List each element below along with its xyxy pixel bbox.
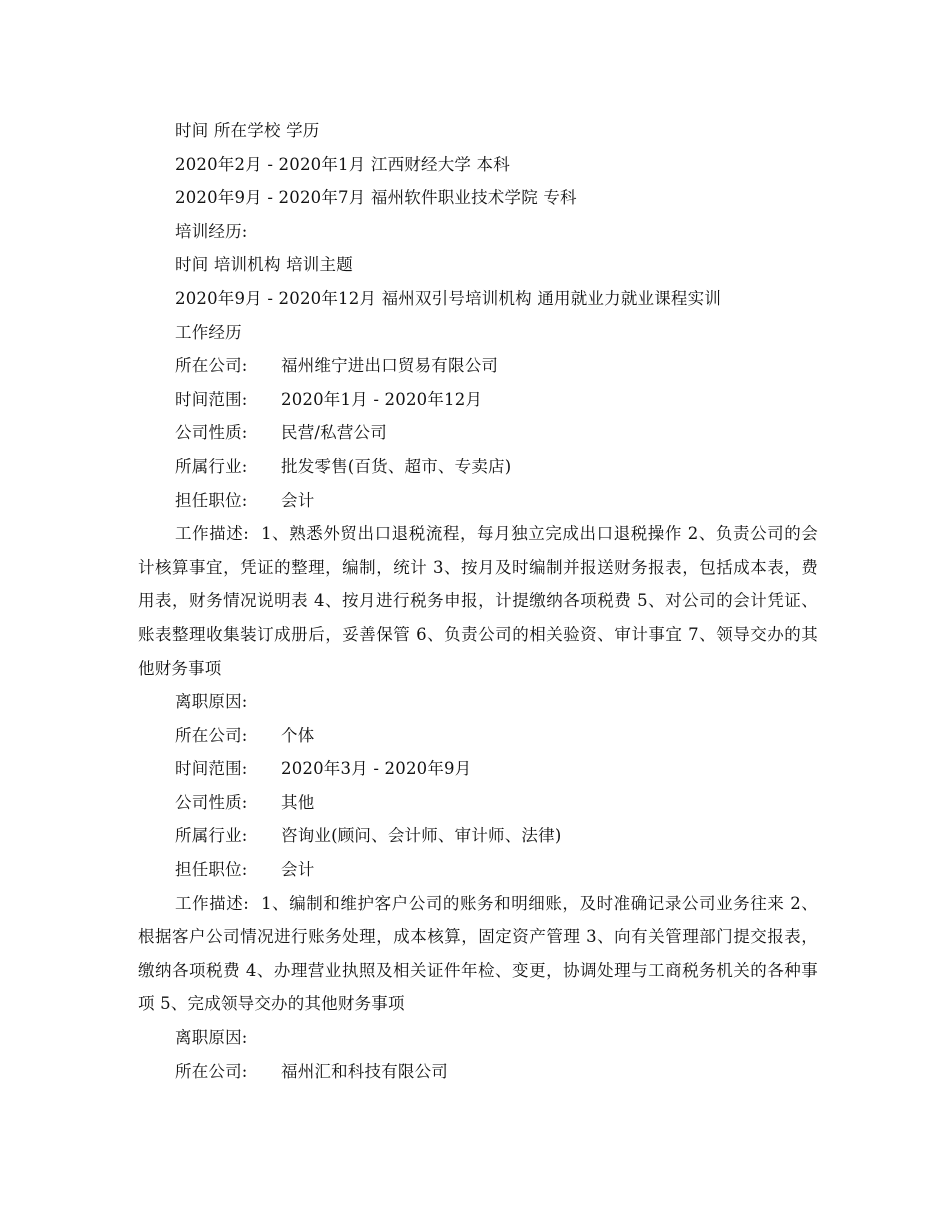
job-1-position	[138, 484, 818, 518]
position-value: 会计	[281, 490, 315, 510]
job-1-period	[138, 383, 818, 417]
position-label: 担任职位:	[175, 490, 248, 510]
company-label: 所在公司:	[175, 356, 248, 376]
company-value: 福州汇和科技有限公司	[281, 1061, 448, 1081]
job-2-industry	[138, 819, 818, 853]
nature-value: 其他	[281, 792, 315, 812]
education-header: 时间 所在学校 学历	[175, 121, 320, 140]
job-1-industry	[138, 450, 818, 484]
leave-reason-label: 离职原因:	[175, 692, 248, 712]
education-row: 2020年2月 - 2020年1月 江西财经大学 本科	[175, 154, 510, 174]
training-title: 培训经历:	[175, 221, 248, 241]
leave-reason-label: 离职原因:	[175, 1028, 248, 1048]
job-2-company	[138, 719, 818, 753]
job-1-company	[138, 349, 818, 383]
job-2-nature	[138, 786, 818, 820]
nature-label: 公司性质:	[175, 423, 248, 443]
position-value: 会计	[281, 860, 315, 880]
education-row: 2020年9月 - 2020年7月 福州软件职业技术学院 专科	[175, 188, 577, 208]
description-value: 1、熟悉外贸出口退税流程，每月独立完成出口退税操作 2、负责公司的会计核算事宜，凭证的整理，编制，统计 3、按月及时编制并报送财务报表，包括成本表，费用表，财务情况说明表 4、按月进行税务申报，计提缴纳各项税费 5、对公司的会计凭证、账表整理收集装订成册后，妥善保管 6、负责公司的相关验资、审计事宜 7、领导交办的其他财务事项	[138, 524, 818, 678]
company-label: 所在公司:	[175, 725, 248, 745]
job-2-description	[138, 887, 818, 1021]
job-1-description	[138, 517, 818, 685]
period-value: 2020年1月 - 2020年12月	[281, 389, 483, 409]
job-2-leave-reason	[138, 1021, 818, 1055]
company-value: 个体	[281, 725, 315, 745]
description-label: 工作描述:	[175, 524, 250, 544]
industry-value: 批发零售(百货、超市、专卖店)	[281, 456, 512, 476]
job-2-period	[138, 752, 818, 786]
nature-label: 公司性质:	[175, 792, 248, 812]
period-value: 2020年3月 - 2020年9月	[281, 759, 472, 779]
nature-value: 民营/私营公司	[281, 423, 387, 443]
industry-label: 所属行业:	[175, 456, 248, 476]
industry-value: 咨询业(顾问、会计师、审计师、法律)	[281, 826, 562, 846]
company-value: 福州维宁进出口贸易有限公司	[281, 356, 499, 376]
description-label: 工作描述:	[175, 893, 250, 913]
job-1-leave-reason	[138, 685, 818, 719]
description-value: 1、编制和维护客户公司的账务和明细账，及时准确记录公司业务往来 2、根据客户公司情况进行账务处理，成本核算，固定资产管理 3、向有关管理部门提交报表，缴纳各项税费 4、办理营业执照及相关证件年检、变更，协调处理与工商税务机关的各种事项 5、完成领导交办的其他财务事项	[138, 893, 818, 1014]
training-row: 2020年9月 - 2020年12月 福州双引号培训机构 通用就业力就业课程实训	[175, 288, 722, 308]
company-label: 所在公司:	[175, 1061, 248, 1081]
work-title: 工作经历	[175, 322, 242, 342]
period-label: 时间范围:	[175, 759, 248, 779]
position-label: 担任职位:	[175, 860, 248, 880]
job-3-company	[138, 1055, 818, 1089]
industry-label: 所属行业:	[175, 826, 248, 846]
period-label: 时间范围:	[175, 389, 248, 409]
training-header: 时间 培训机构 培训主题	[175, 255, 353, 275]
resume-content	[138, 114, 818, 1088]
job-1-nature	[138, 416, 818, 450]
job-2-position	[138, 853, 818, 887]
